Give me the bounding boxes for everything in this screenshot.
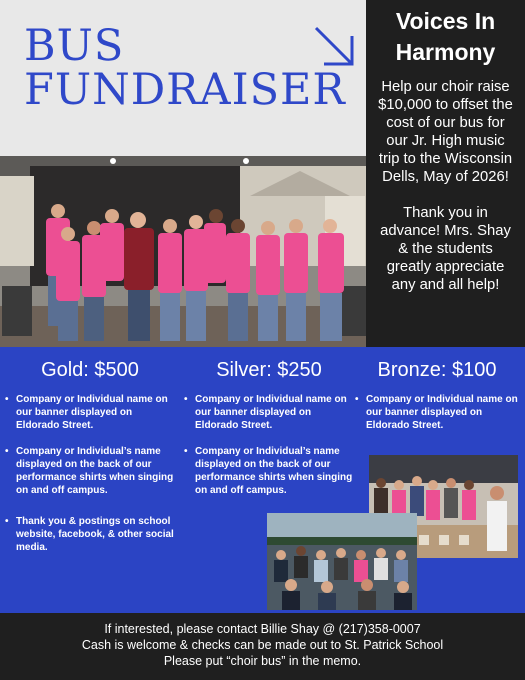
title-line-1: BUS (24, 21, 125, 71)
tier-bronze (352, 347, 522, 445)
choir-name-line-1: Voices In (395, 8, 496, 34)
tier-gold-benefit: • Thank you & postings on school website, facebook, & other social media. (16, 515, 178, 554)
choir-photo-3-art (267, 513, 417, 610)
choir-name (366, 0, 525, 68)
tier-silver-benefits (181, 393, 357, 497)
tier-bronze-benefits (352, 393, 522, 432)
choir-name-line-2: Harmony (395, 39, 496, 65)
contact-line: If interested, please contact Billie Shay @ (217)358-0007 (104, 622, 421, 636)
payment-line: Cash is welcome & checks can be made out to St. Patrick School (81, 638, 444, 652)
tier-silver-benefit: • Company or Individual name on our banner displayed on Eldorado Street. (195, 393, 357, 432)
arrow-down-right-icon (312, 24, 356, 68)
tier-silver-title: Silver: $250 (216, 359, 322, 381)
tier-bronze-title: Bronze: $100 (377, 359, 497, 381)
choir-photo-3 (267, 513, 417, 610)
sponsorship-section (0, 347, 525, 613)
tier-gold-benefits (2, 393, 178, 554)
tier-silver-benefit: • Company or Individual’s name displayed on the back of our performance shirts when singing on and off campus. (195, 445, 357, 497)
fundraiser-description: Help our choir raise $10,000 to offset the cost of our bus for our Jr. High music trip to the Wisconsin Dells, May of 2026! (378, 79, 513, 185)
header-panel (0, 0, 366, 156)
tier-gold-benefit: • Company or Individual’s name displayed on the back of our performance shirts when singing on and off campus. (16, 445, 178, 497)
page-title (24, 21, 346, 115)
title-line-2: FUNDRAISER (24, 65, 346, 115)
tier-gold-benefit: • Company or Individual name on our banner displayed on Eldorado Street. (16, 393, 178, 432)
info-panel (366, 0, 525, 347)
tier-gold (2, 347, 178, 567)
tier-bronze-benefit: • Company or Individual name on our banner displayed on Eldorado Street. (366, 393, 522, 432)
memo-line: Please put “choir bus” in the memo. (163, 654, 362, 668)
contact-footer (0, 613, 525, 680)
choir-group-photo-art (0, 156, 366, 347)
choir-group-photo (0, 156, 366, 347)
tier-silver (181, 347, 357, 510)
tier-gold-title: Gold: $500 (41, 359, 139, 381)
thank-you-message: Thank you in advance! Mrs. Shay & the students greatly appreciate any and all help! (380, 205, 511, 293)
